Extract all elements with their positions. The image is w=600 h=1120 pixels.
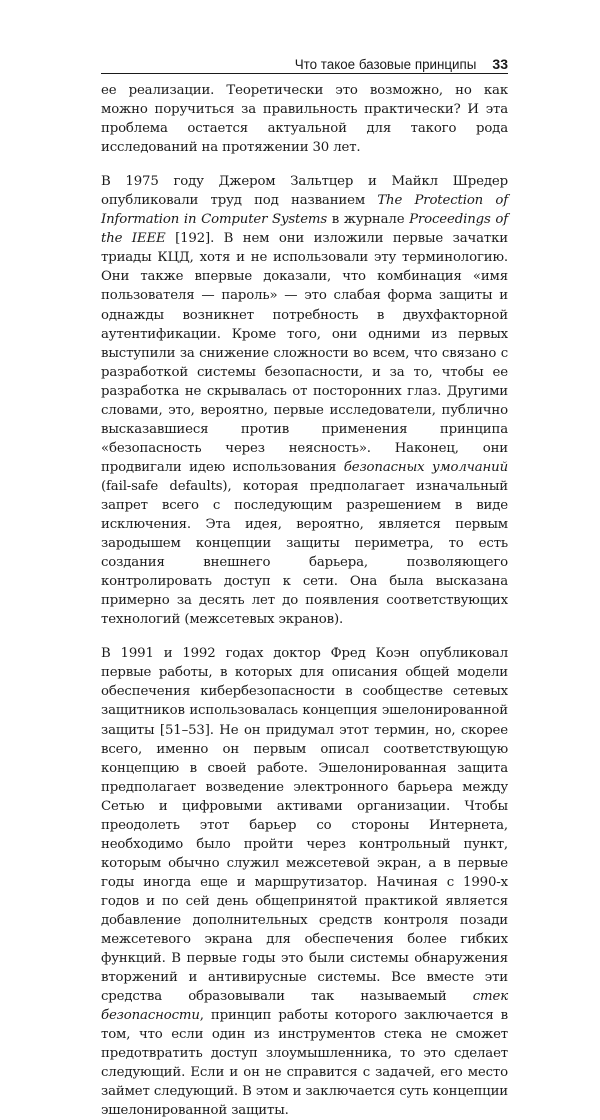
- text-run: , принцип работы которого заключается в том, что если один из инструментов стека не сможет предотвратить доступ злоумышленника, то это сделает следующий. Если и он не справится с задачей, его место займет следующий. В этом и заключается суть концепции эшелонированной защиты.: [101, 1008, 508, 1119]
- italic-title: The Protection of Information in Computer Systems: [101, 193, 508, 228]
- italic-term: безопасных умолчаний: [343, 459, 508, 475]
- text-run: (fail-safe defaults), которая предполагает изначальный запрет всего с последующим разрешением в виде исключения. Эта идея, вероятно, является первым зародышем концепции защиты периметра, то есть создания внешнего барьера, позволяющего контролировать доступ к сети. Она была высказана примерно за десять лет до появления соответствующих технологий (межсетевых экранов).: [101, 478, 508, 628]
- text-run: в журнале: [327, 212, 410, 228]
- text-run: ее реализации. Теоретически это возможно, но как можно поручиться за правильность практически? И эта проблема остается актуальной для такого рода исследований на протяжении 30 лет.: [101, 83, 508, 156]
- italic-journal: Proceedings of the IEEE: [101, 212, 508, 247]
- text-run: [192]. В нем они изложили первые зачатки триады КЦД, хотя и не использовали эту терминологию. Они также впервые доказали, что комбинация «имя пользователя — пароль» — это слабая форма защиты и однажды возникнет потребность в двухфакторной аутентификации. Кроме того, они одними из первых выступили за снижение сложности во всем, что связано с разработкой системы безопасности, и за то, чтобы ее разработка не скрывалась от посторонних глаз. Другими словами, это, вероятно, первые исследователи, публично высказавшиеся против применения принципа «безопасность через неясность». Наконец, они продвигали идею использования: [101, 231, 508, 475]
- body-text: [101, 81, 508, 1120]
- running-header-title: Что такое базовые принципы: [294, 57, 477, 72]
- italic-term: стек безопасности: [101, 989, 508, 1024]
- text-run: В 1991 и 1992 годах доктор Фред Коэн опубликовал первые работы, в которых для описания общей модели обеспечения кибербезопасности в сообществе сетевых защитников использовалась концепция эшелонированной защиты [51–53]. Не он придумал этот термин, но, скорее всего, именно он первым описал соответствующую концепцию в своей работе. Эшелонированная защита предполагает возведение электронного барьера между Сетью и цифровыми активами организации. Чтобы преодолеть этот барьер со стороны Интернета, необходимо было пройти через контрольный пункт, которым обычно служил межсетевой экран, а в первые годы иногда еще и маршрутизатор. Начиная с 1990-х годов и по сей день общепринятой практикой является добавление дополнительных средств контроля позади межсетевого экрана для обеспечения более гибких функций. В первые годы это были системы обнаружения вторжений и антивирусные системы. Все вместе эти средства образовывали так называемый: [101, 646, 508, 1005]
- paragraph: [101, 172, 508, 629]
- text-run: В 1975 году Джером Зальтцер и Майкл Шредер опубликовали труд под названием: [101, 174, 508, 209]
- header-rule: [101, 73, 508, 74]
- page-number: 33: [492, 56, 508, 72]
- running-header: [101, 56, 508, 70]
- paragraph: [101, 644, 508, 1120]
- paragraph: [101, 81, 508, 157]
